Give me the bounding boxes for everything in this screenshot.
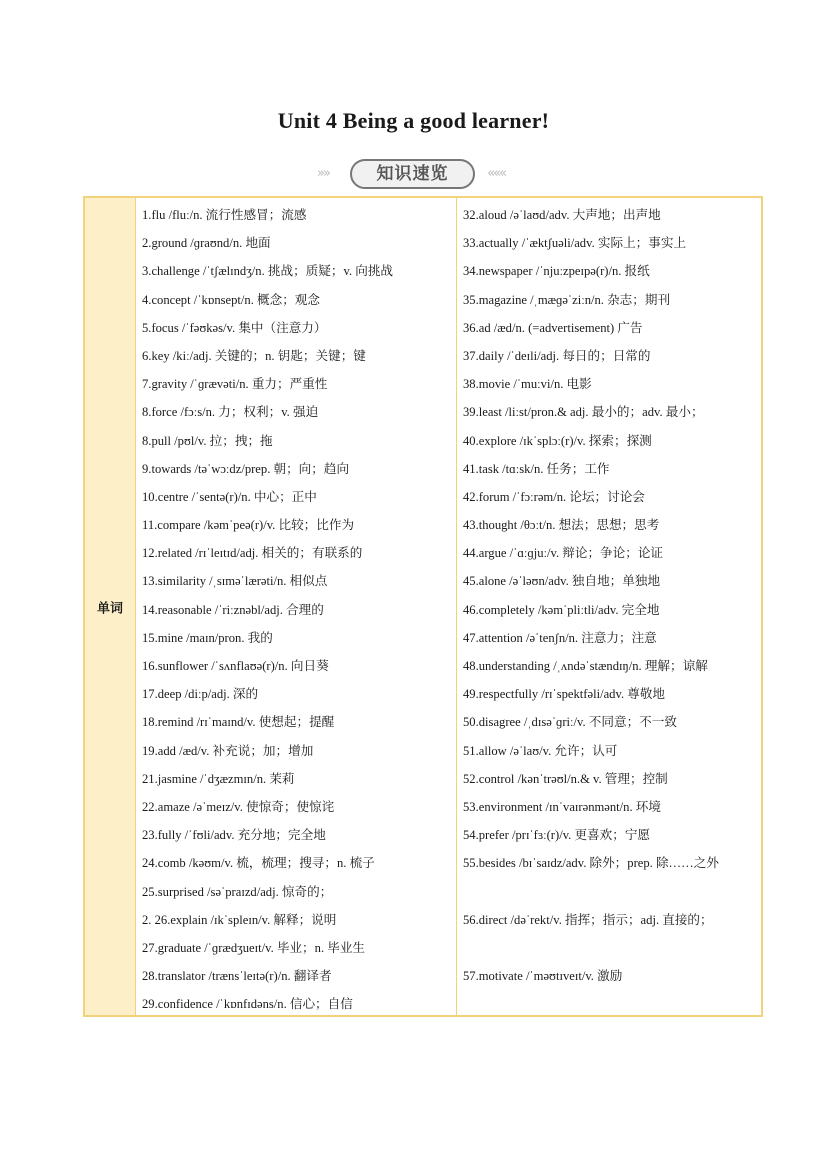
vocab-entry: 50.disagree /ˌdɪsəˈɡriː/v. 不同意；不一致 bbox=[463, 715, 677, 730]
vocab-entry: 16.sunflower /ˈsʌnflaʊə(r)/n. 向日葵 bbox=[142, 659, 329, 673]
vocab-entry: 24.comb /kəʊm/v. 梳，梳理；搜寻；n. 梳子 bbox=[142, 856, 375, 871]
vocab-entry: 17.deep /diːp/adj. 深的 bbox=[142, 687, 259, 702]
vocab-entry: 56.direct /dəˈrekt/v. 指挥；指示；adj. 直接的； bbox=[463, 912, 713, 927]
vocab-entry: 35.magazine /ˌmæɡəˈziːn/n. 杂志；期刊 bbox=[463, 292, 671, 307]
vocab-entry: 8.pull /pʊl/v. 拉；拽；拖 bbox=[142, 433, 273, 448]
vocab-entry: 7.gravity /ˈɡrævəti/n. 重力；严重性 bbox=[142, 377, 328, 392]
vocabulary-table bbox=[83, 196, 763, 1017]
vocab-entry: 11.compare /kəmˈpeə(r)/v. 比较；比作为 bbox=[142, 518, 355, 533]
section-banner bbox=[313, 158, 513, 192]
vocab-entry: 37.daily /ˈdeɪli/adj. 每日的；日常的 bbox=[463, 348, 651, 363]
vocab-entry: 43.thought /θɔːt/n. 想法；思想；思考 bbox=[463, 518, 660, 533]
vocab-entry: 46.completely /kəmˈpliːtli/adv. 完全地 bbox=[463, 602, 660, 617]
chevron-left-icon: ««« bbox=[487, 166, 505, 181]
vocab-entry: 29.confidence /ˈkɒnfɪdəns/n. 信心；自信 bbox=[142, 997, 353, 1012]
vocab-entry: 25.surprised /səˈpraɪzd/adj. 惊奇的； bbox=[142, 884, 333, 899]
vocab-entry: 14.reasonable /ˈriːznəbl/adj. 合理的 bbox=[142, 602, 324, 617]
vocab-column-left bbox=[142, 201, 452, 1018]
vocab-entry: 21.jasmine /ˈdʒæzmɪn/n. 茉莉 bbox=[142, 771, 295, 786]
vocab-entry: 1.flu /fluː/n. 流行性感冒；流感 bbox=[142, 208, 307, 222]
vocab-entry: 55.besides /bɪˈsaɪdz/adv. 除外；prep. 除……之外 bbox=[463, 856, 719, 871]
vocab-entry: 41.task /tɑːsk/n. 任务；工作 bbox=[463, 461, 610, 476]
category-cell bbox=[85, 198, 136, 1015]
vocab-entry: 51.allow /əˈlaʊ/v. 允许；认可 bbox=[463, 743, 618, 758]
vocab-entry: 2.ground /ɡraʊnd/n. 地面 bbox=[142, 236, 271, 251]
vocab-entry: 49.respectfully /rɪˈspektfəli/adv. 尊敬地 bbox=[463, 687, 666, 702]
vocab-entry: 45.alone /əˈləʊn/adv. 独自地；单独地 bbox=[463, 574, 661, 589]
column-divider bbox=[456, 198, 457, 1015]
vocab-entry: 32.aloud /əˈlaʊd/adv. 大声地；出声地 bbox=[463, 208, 661, 222]
vocab-entry: 5.focus /ˈfəʊkəs/v. 集中（注意力） bbox=[142, 320, 327, 335]
vocab-entry: 12.related /rɪˈleɪtɪd/adj. 相关的；有联系的 bbox=[142, 546, 363, 561]
vocab-entry: 33.actually /ˈæktʃuəli/adv. 实际上；事实上 bbox=[463, 236, 687, 251]
category-label: 单词 bbox=[96, 601, 123, 616]
vocab-entry: 34.newspaper /ˈnjuːzpeɪpə(r)/n. 报纸 bbox=[463, 264, 650, 279]
vocab-entry: 18.remind /rɪˈmaɪnd/v. 使想起；提醒 bbox=[142, 715, 335, 730]
vocab-entry: 36.ad /æd/n. (=advertisement) 广告 bbox=[463, 320, 643, 335]
vocab-entry: 57.motivate /ˈməʊtɪveɪt/v. 激励 bbox=[463, 969, 623, 984]
vocab-entry: 53.environment /ɪnˈvaɪrənmənt/n. 环境 bbox=[463, 799, 661, 814]
vocab-entry: 42.forum /ˈfɔːrəm/n. 论坛；讨论会 bbox=[463, 489, 645, 504]
vocab-entry: 39.least /liːst/pron.& adj. 最小的；adv. 最小； bbox=[463, 405, 704, 420]
vocab-entry: 22.amaze /əˈmeɪz/v. 使惊奇；使惊诧 bbox=[142, 799, 335, 814]
vocab-entry: 28.translator /trænsˈleɪtə(r)/n. 翻译者 bbox=[142, 969, 332, 984]
vocab-entry: 23.fully /ˈfʊli/adv. 充分地；完全地 bbox=[142, 828, 326, 843]
vocab-entry: 38.movie /ˈmuːvi/n. 电影 bbox=[463, 377, 592, 392]
vocab-entry: 6.key /kiː/adj. 关键的；n. 钥匙；关键；键 bbox=[142, 348, 366, 363]
page-title: Unit 4 Being a good learner! bbox=[277, 108, 550, 133]
vocab-entry: 4.concept /ˈkɒnsept/n. 概念；观念 bbox=[142, 292, 320, 307]
vocab-entry: 10.centre /ˈsentə(r)/n. 中心；正中 bbox=[142, 489, 317, 504]
vocab-entry: 54.prefer /prɪˈfɜː(r)/v. 更喜欢；宁愿 bbox=[463, 828, 651, 843]
vocab-entry: 2. 26.explain /ɪkˈspleɪn/v. 解释；说明 bbox=[142, 912, 337, 927]
vocab-entry: 47.attention /əˈtenʃn/n. 注意力；注意 bbox=[463, 630, 657, 645]
vocab-entry: 52.control /kənˈtrəʊl/n.& v. 管理；控制 bbox=[463, 771, 668, 786]
vocab-entry: 8.force /fɔːs/n. 力；权利；v. 强迫 bbox=[142, 405, 319, 420]
vocab-entry: 13.similarity /ˌsɪməˈlærəti/n. 相似点 bbox=[142, 574, 328, 589]
vocab-entry: 44.argue /ˈɑːɡjuː/v. 辩论；争论；论证 bbox=[463, 546, 664, 561]
vocab-entry: 9.towards /təˈwɔːdz/prep. 朝；向；趋向 bbox=[142, 461, 350, 476]
vocab-entry: 19.add /æd/v. 补充说；加；增加 bbox=[142, 743, 314, 758]
banner-label: 知识速览 bbox=[350, 159, 475, 189]
vocab-entry: 40.explore /ɪkˈsplɔː(r)/v. 探索；探测 bbox=[463, 433, 652, 448]
vocab-column-right bbox=[463, 201, 755, 990]
vocab-entry: 48.understanding /ˌʌndəˈstændɪŋ/n. 理解；谅解 bbox=[463, 659, 708, 673]
vocab-entry: 3.challenge /ˈtʃælɪndʒ/n. 挑战；质疑；v. 向挑战 bbox=[142, 264, 394, 279]
vocab-entry: 27.graduate /ˈɡrædʒueɪt/v. 毕业；n. 毕业生 bbox=[142, 940, 366, 955]
chevron-right-icon: »» bbox=[317, 166, 329, 181]
vocab-entry: 15.mine /maɪn/pron. 我的 bbox=[142, 630, 273, 645]
